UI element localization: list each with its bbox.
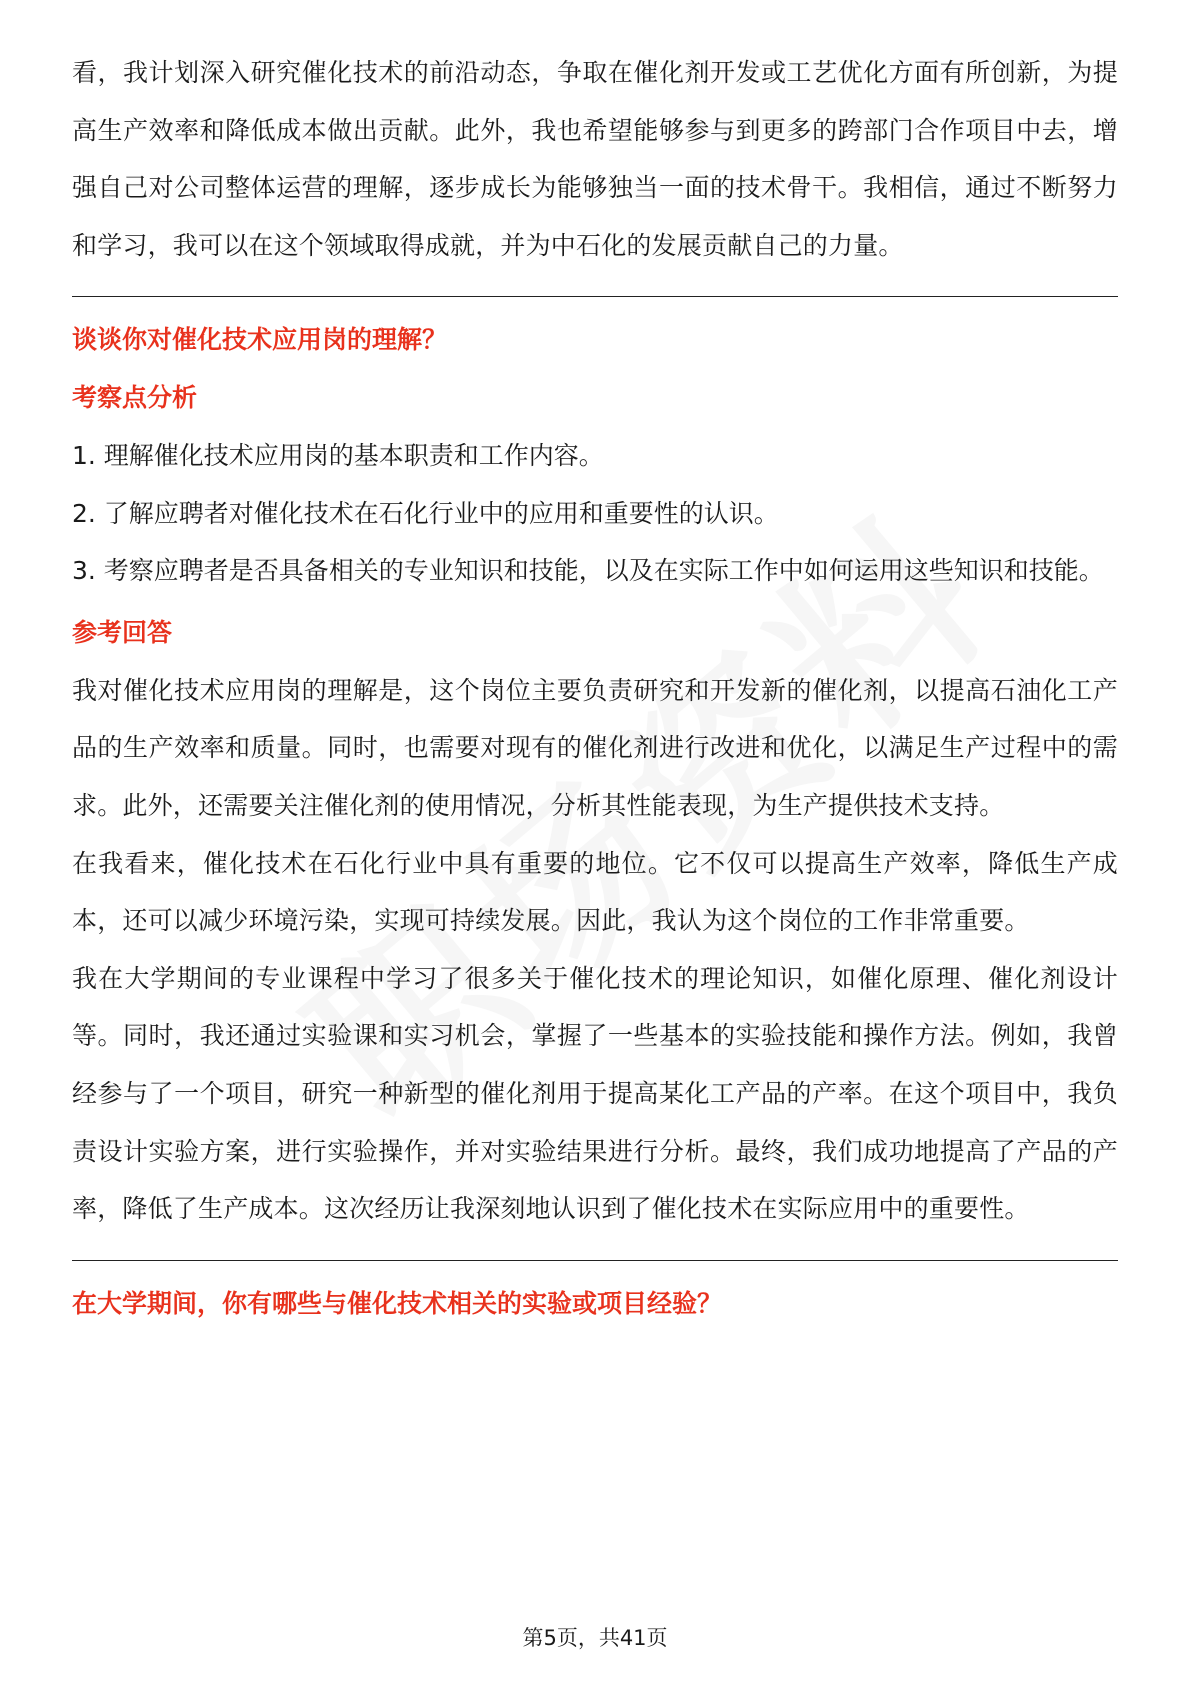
analysis-heading: 考察点分析: [72, 382, 198, 412]
analysis-item: 1. 理解催化技术应用岗的基本职责和工作内容。: [72, 440, 604, 470]
analysis-item: 3. 考察应聘者是否具备相关的专业知识和技能，以及在实际工作中如何运用这些知识和技能。: [72, 556, 1104, 586]
document-body: [72, 44, 1118, 1332]
question-title: 谈谈你对催化技术应用岗的理解？: [72, 325, 448, 355]
question-title: 在大学期间，你有哪些与催化技术相关的实验或项目经验？: [72, 1288, 723, 1318]
section-divider: [72, 296, 1118, 297]
intro-paragraph: 看，我计划深入研究催化技术的前沿动态，争取在催化剂开发或工艺优化方面有所创新，为提高生产效率和降低成本做出贡献。此外，我也希望能够参与到更多的跨部门合作项目中去，增强自己对公司整体运营的理解，逐步成长为能够独当一面的技术骨干。我相信，通过不断努力和学习，我可以在这个领域取得成就，并为中石化的发展贡献自己的力量。: [72, 58, 1118, 260]
answer-paragraph: 在我看来，催化技术在石化行业中具有重要的地位。它不仅可以提高生产效率，降低生产成本，还可以减少环境污染，实现可持续发展。因此，我认为这个岗位的工作非常重要。: [72, 848, 1118, 936]
analysis-item: 2. 了解应聘者对催化技术在石化行业中的应用和重要性的认识。: [72, 498, 779, 528]
answer-paragraph: 我在大学期间的专业课程中学习了很多关于催化技术的理论知识，如催化原理、催化剂设计等。同时，我还通过实验课和实习机会，掌握了一些基本的实验技能和操作方法。例如，我曾经参与了一个项目，研究一种新型的催化剂用于提高某化工产品的产率。在这个项目中，我负责设计实验方案，进行实验操作，并对实验结果进行分析。最终，我们成功地提高了产品的产率，降低了生产成本。这次经历让我深刻地认识到了催化技术在实际应用中的重要性。: [72, 963, 1118, 1224]
page-number: 第5页，共41页: [522, 1626, 668, 1650]
answer-heading: 参考回答: [72, 617, 173, 647]
section-divider: [72, 1260, 1118, 1261]
answer-paragraph: 我对催化技术应用岗的理解是，这个岗位主要负责研究和开发新的催化剂，以提高石油化工产品的生产效率和质量。同时，也需要对现有的催化剂进行改进和优化，以满足生产过程中的需求。此外，还需要关注催化剂的使用情况，分析其性能表现，为生产提供技术支持。: [72, 675, 1118, 820]
